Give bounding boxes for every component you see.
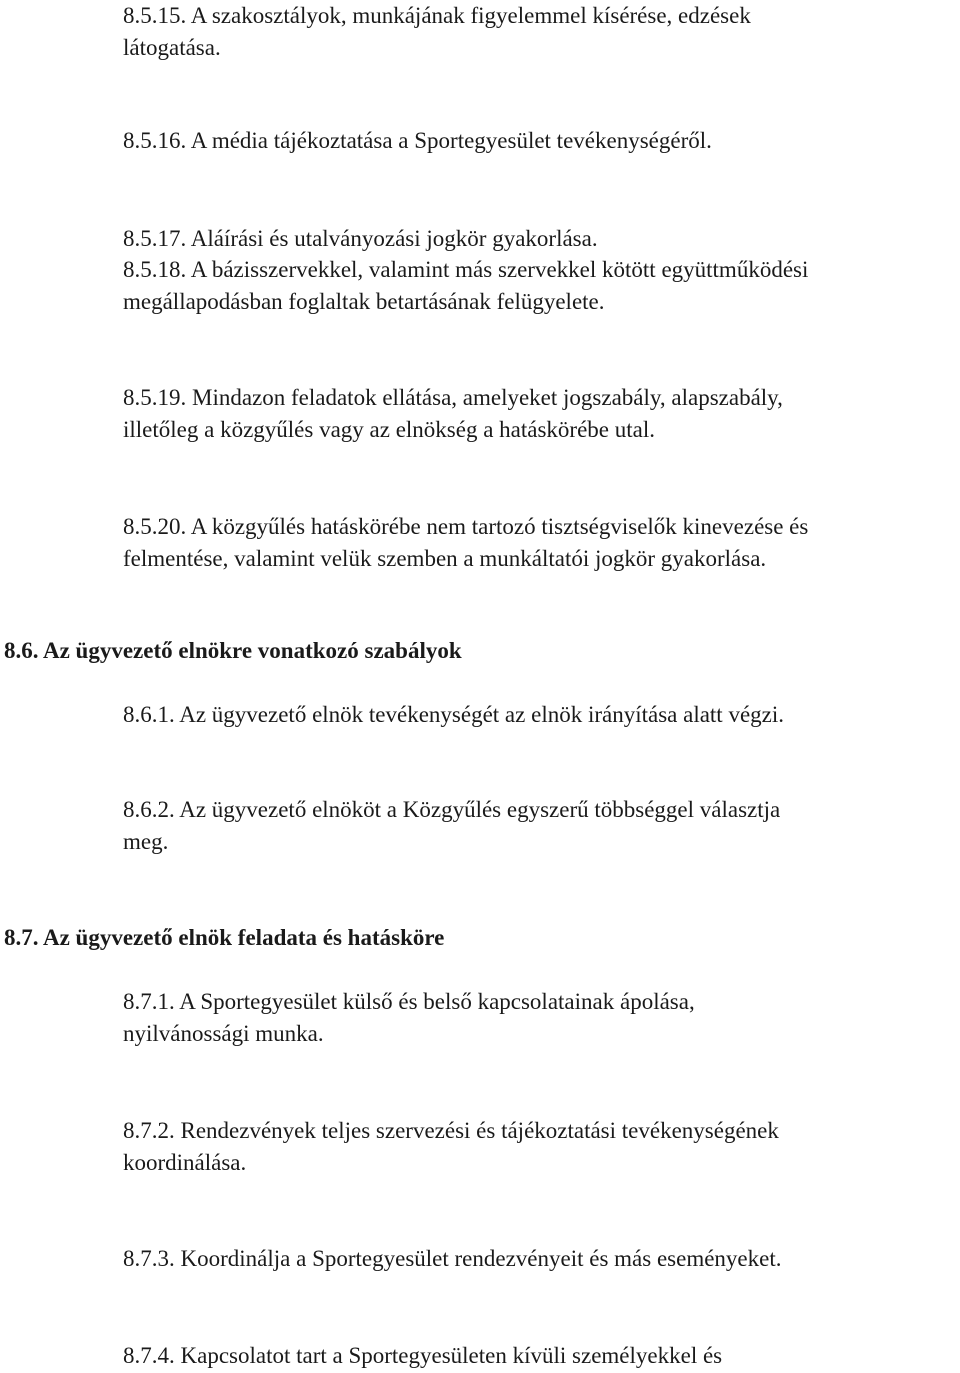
paragraph-line: illetőleg a közgyűlés vagy az elnökség a hatáskörébe utal. [123,417,655,442]
paragraph-8-5-16 [123,125,712,157]
paragraph-8-5-19 [123,382,783,446]
paragraph-line: 8.5.16. A média tájékoztatása a Sportegyesület tevékenységéről. [123,128,712,153]
paragraph-line: 8.6.1. Az ügyvezető elnök tevékenységét az elnök irányítása alatt végzi. [123,702,785,727]
paragraph-line: 8.5.19. Mindazon feladatok ellátása, amelyeket jogszabály, alapszabály, [123,385,783,410]
paragraph-8-7-4 [123,1340,722,1372]
section-heading-8-7: 8.7. Az ügyvezető elnök feladata és hatásköre [4,925,445,950]
paragraph-8-7-1 [123,986,695,1050]
paragraph-line: 8.7.4. Kapcsolatot tart a Sportegyesületen kívüli személyekkel és [123,1343,723,1368]
paragraph-line: látogatása. [123,35,221,60]
paragraph-8-5-20 [123,511,808,575]
paragraph-line: 8.7.2. Rendezvények teljes szervezési és tájékoztatási tevékenységének [123,1118,779,1143]
paragraph-line: megállapodásban foglaltak betartásának felügyelete. [123,289,605,314]
paragraph-8-7-2 [123,1115,779,1179]
paragraph-8-5-15 [123,0,751,64]
paragraph-8-7-3 [123,1243,781,1275]
paragraph-8-6-2 [123,794,780,858]
paragraph-line: meg. [123,829,169,854]
paragraph-line: 8.5.17. Aláírási és utalványozási jogkör gyakorlása. [123,226,598,251]
paragraph-line: nyilvánossági munka. [123,1021,324,1046]
paragraph-line: 8.5.18. A bázisszervekkel, valamint más szervekkel kötött együttműködési [123,257,809,282]
paragraph-line: 8.5.20. A közgyűlés hatáskörébe nem tartozó tisztségviselők kinevezése és [123,514,809,539]
paragraph-line: 8.6.2. Az ügyvezető elnököt a Közgyűlés egyszerű többséggel választja [123,797,781,822]
paragraph-line: koordinálása. [123,1150,247,1175]
paragraph-line: 8.5.15. A szakosztályok, munkájának figyelemmel kísérése, edzések [123,3,751,28]
paragraph-8-5-18 [123,254,808,318]
paragraph-line: 8.7.3. Koordinálja a Sportegyesület rendezvényeit és más eseményeket. [123,1246,782,1271]
paragraph-line: felmentése, valamint velük szemben a munkáltatói jogkör gyakorlása. [123,546,767,571]
paragraph-8-6-1 [123,699,784,731]
paragraph-8-5-17 [123,223,598,255]
section-heading-8-6: 8.6. Az ügyvezető elnökre vonatkozó szabályok [4,638,462,663]
paragraph-line: 8.7.1. A Sportegyesület külső és belső kapcsolatainak ápolása, [123,989,695,1014]
